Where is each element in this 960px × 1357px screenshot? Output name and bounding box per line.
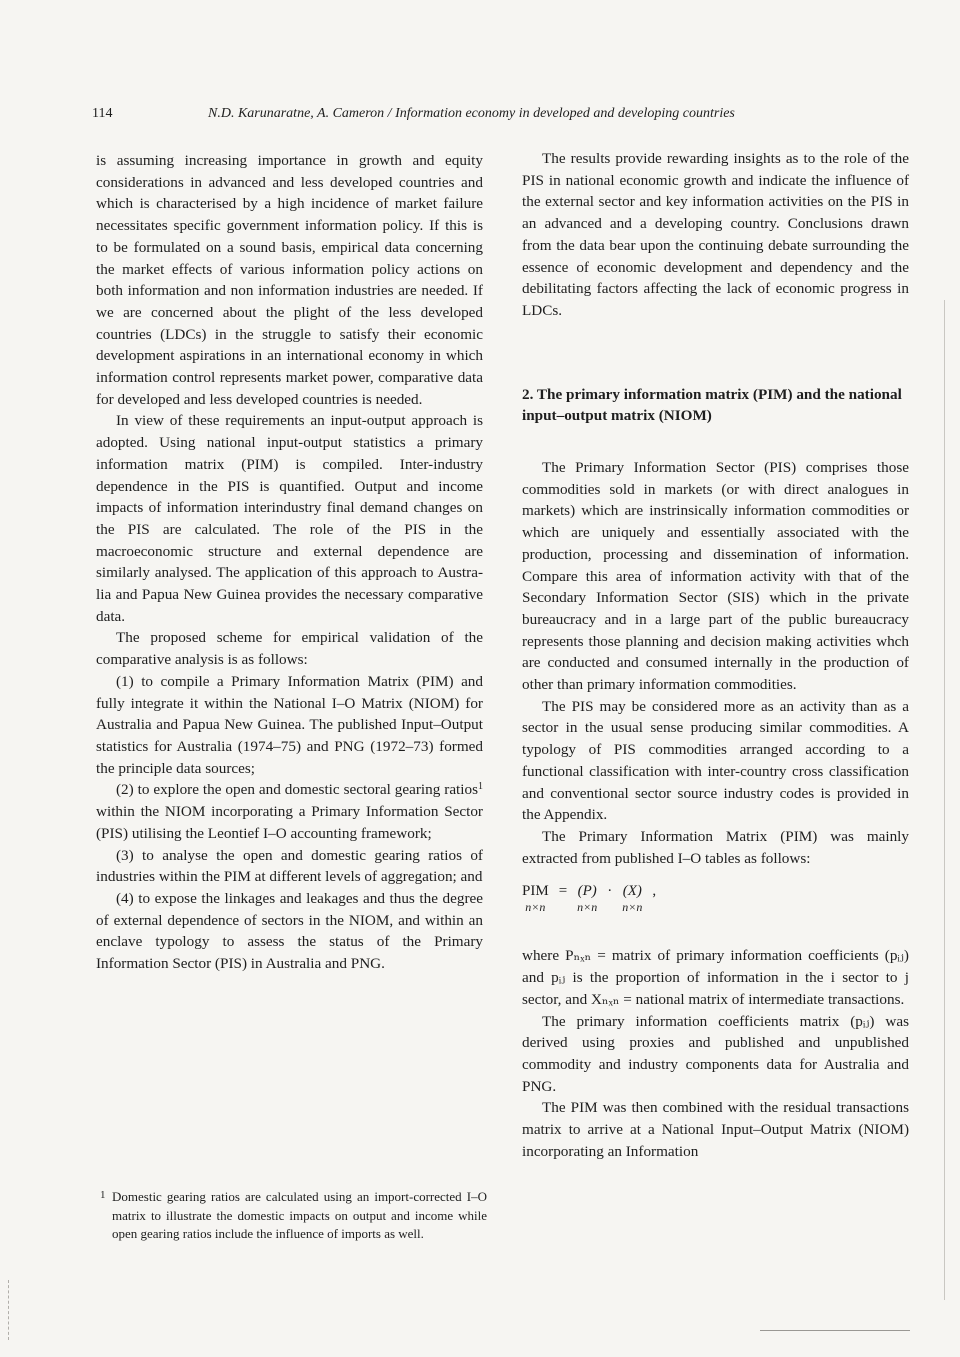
- scan-edge-marks: [8, 1280, 11, 1340]
- formula-p: (P) n×n: [577, 883, 598, 915]
- scan-bottom-rule: [760, 1330, 910, 1331]
- section-heading: 2. The primary information matrix (PIM) and the national input–output matrix (NIOM): [522, 385, 902, 425]
- formula-x: (X) n×n: [622, 883, 643, 915]
- paragraph: The proposed scheme for empirical validation of the comparative analysis is as follows:: [96, 629, 483, 669]
- formula-equals: =: [558, 883, 568, 900]
- paragraph: The primary information coefficients matrix (pᵢⱼ) was derived using proxies and published and unpublished commodity and industry components data for Australia and PNG.: [522, 1012, 909, 1095]
- left-column: [96, 150, 483, 975]
- formula-comma: ,: [652, 883, 657, 900]
- footnote-text: Domestic gearing ratios are calculated using an import-corrected I–O matrix to illustrate the domestic impacts on output and income while open gearing ratios include the influence of imports as well.: [112, 1189, 487, 1242]
- list-item-3: (3) to analyse the open and domestic gearing ratios of industries within the PIM at different levels of aggregation; and: [96, 846, 483, 886]
- list-item-1: (1) to compile a Primary Information Matrix (PIM) and fully integrate it within the National I–O Matrix (NIOM) for Australia and Papua New Guinea. The published Input–Output statistics for Australia (1974–75) and PNG (1972–73) formed the principle data sources;: [96, 672, 483, 777]
- paragraph: The Primary Information Sector (PIS) comprises those commodities sold in markets (or with direct analogues in markets) which are instrinsically information commodities or which are uniquely and essentially associated with the production, processing and dissemination of information. Compare this area of information activity with that of the Secondary Information Sector (SIS) which in the private bureaucracy and in a large part of the public bureaucracy represents those planning and decision making activities whch are conducted and consumed internally in the production of other than primary information commodities.: [522, 459, 909, 694]
- list-item-4: (4) to expose the linkages and leakages and thus the degree of external dependence of sectors in the NIOM, and within an enclave typology to assess the status of the Primary Information Sector (PIS) in Australia and PNG.: [96, 889, 483, 973]
- list-item-2: [96, 779, 483, 844]
- page-number: 114: [92, 106, 113, 121]
- pim-formula: [522, 883, 909, 915]
- paragraph: In view of these requirements an input-output approach is adopted. Using national input-output statistics a primary information matrix (PIM) is compiled. Inter-industry dependence in the PIS is quantified. Output and income impacts of information interindustry final demand changes on the PIS are calculated. The role of the PIS in the macroeconomic structure and external dependence are similarly analysed. The application of this approach to Australia and Papua New Guinea provides the necessary comparative data.: [96, 412, 483, 625]
- footnote: [100, 1188, 487, 1244]
- list-item-2-text-cont: within the NIOM incorporating a Primary Information Sector (PIS) utilising the Leontief I–O accounting framework;: [96, 803, 483, 842]
- right-column: [522, 148, 909, 1162]
- formula-lhs: PIM n×n: [522, 883, 549, 915]
- formula-dot: ·: [607, 883, 613, 900]
- list-item-2-text: (2) to explore the open and domestic sectoral gearing ratios: [116, 781, 478, 799]
- paragraph: The results provide rewarding insights as to the role of the PIS in national economic growth and indicate the influence of the external sector and key information activities on the PIS in an advanced and a developing country. Conclusions drawn from the data bear upon the continuing debate surrounding the essence of economic development and dependency and the debilitating factors affecting the lack of economic progress in LDCs.: [522, 150, 909, 319]
- paragraph: The PIM was then combined with the residual transactions matrix to arrive at a National Input–Output Matrix (NIOM) incorporating an Information: [522, 1099, 909, 1160]
- running-title: N.D. Karunaratne, A. Cameron / Information economy in developed and developing countries: [208, 106, 735, 121]
- paragraph: The Primary Information Matrix (PIM) was mainly extracted from published I–O tables as follows:: [522, 827, 909, 867]
- scan-margin-line: [944, 300, 945, 1300]
- paragraph: The PIS may be considered more as an activity than as a sector in the usual sense producing similar commodities. A typology of PIS commodities arranged according to a functional classification with inter-country cross classification and conventional sector source industry codes is provided in the Appendix.: [522, 697, 909, 824]
- footnote-reference[interactable]: 1: [478, 781, 483, 793]
- paragraph: is assuming increasing importance in growth and equity considerations in advanced and less developed countries and which is characterised by a high incidence of market failure necessitates specific government information policy. If this is to be formulated on a sound basis, empirical data concerning the market effects of various information policy actions on both information and non information industries are needed. If we are concerned about the plight of the less developed countries (LDCs) in the struggle to satisfy their economic development aspirations in an international economy in which information control represents market power, comparative data for developed and less developed countries is needed.: [96, 152, 483, 408]
- paragraph: where Pₙₓₙ = matrix of primary information coefficients (pᵢⱼ) and pᵢⱼ is the proportion of information in the i sector to j sector, and Xₙₓₙ = national matrix of intermediate transactions.: [522, 947, 909, 1008]
- footnote-mark: 1: [100, 1189, 106, 1201]
